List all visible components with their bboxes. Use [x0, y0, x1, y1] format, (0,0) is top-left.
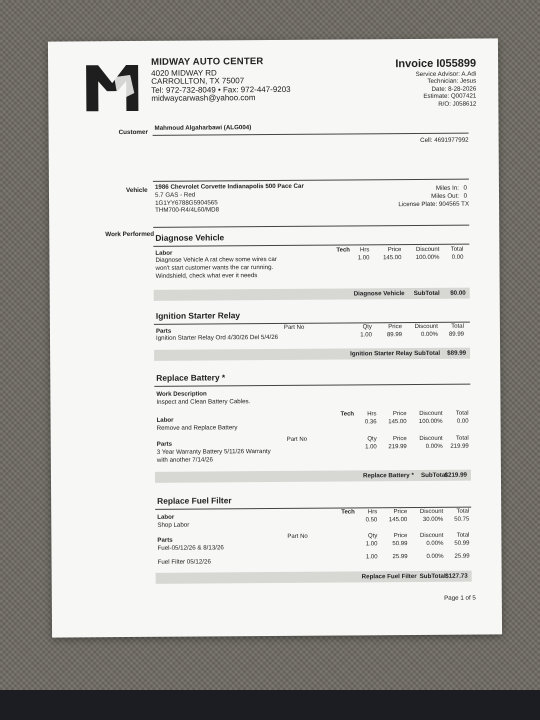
relay-discount-header: Discount	[414, 323, 438, 331]
fuel-labor-total: 50.75	[454, 516, 470, 523]
relay-price: 89.99	[386, 332, 403, 339]
battery-subtotal-word: SubTotal	[420, 471, 448, 479]
battery-labor-total: 0.00	[456, 418, 469, 425]
battery-subtotal-label: Replace Battery *	[362, 472, 414, 480]
relay-qty: 1.00	[360, 332, 373, 339]
shop-city: CARROLLTON, TX 75007	[151, 76, 245, 87]
fuel-price-header: Price	[393, 509, 408, 516]
battery-partno-header: Part No	[286, 436, 308, 443]
fuel-subtotal-label: Replace Fuel Filter	[361, 573, 417, 581]
fuel-part2-discount: 0.00%	[426, 553, 444, 560]
battery-subtotal-bar	[155, 470, 471, 483]
fuel-labor-price: 145.00	[388, 517, 408, 524]
fuel-parts-header: Parts	[157, 536, 173, 544]
fuel-labor-desc: Shop Labor	[157, 521, 190, 529]
fuel-part2-price: 25.99	[392, 554, 408, 561]
miles-out-value: 0	[463, 192, 468, 200]
fuel-part1-total: 50.99	[454, 540, 470, 547]
customer-divider	[153, 133, 469, 136]
relay-parts-header: Parts	[155, 327, 172, 335]
hrs-header: Hrs	[360, 247, 370, 254]
price-header: Price	[387, 247, 402, 254]
vehicle-trans: THM700-R4/4L60/MD8	[155, 206, 220, 215]
battery-labor-discount: 100.00%	[418, 418, 443, 425]
fuel-price2-header: Price	[393, 533, 408, 540]
fuel-discount-header: Discount	[419, 508, 444, 515]
diagnose-subtotal-bar	[154, 288, 470, 301]
midway-logo	[84, 63, 140, 113]
tech-header: Tech	[336, 247, 350, 254]
diagnose-discount: 100.00%	[415, 254, 440, 262]
vehicle-label: Vehicle	[125, 186, 148, 195]
battery-part-line1: 3 Year Warranty Battery 5/11/26 Warranty	[156, 448, 271, 456]
relay-total-header: Total	[451, 323, 464, 330]
diagnose-subtotal-word: SubTotal	[413, 289, 440, 298]
fuel-part1-price: 50.99	[392, 541, 408, 548]
license-plate: License Plate: 904565 TX	[398, 200, 470, 209]
fuel-part1-qty: 1.00	[365, 541, 378, 548]
fuel-part1-discount: 0.00%	[426, 540, 444, 547]
battery-part-line2: with another 7/14/26	[156, 456, 213, 464]
relay-part: Ignition Starter Relay Ord 4/30/26 Del 5/4/26	[155, 333, 279, 342]
invoice-paper	[48, 38, 502, 637]
battery-price-header: Price	[392, 411, 407, 418]
battery-labor-hrs: 0.36	[364, 419, 377, 426]
ro-number: R/O: J058612	[438, 100, 477, 108]
page-number: Page 1 of 5	[444, 594, 476, 602]
work-divider	[153, 225, 469, 228]
relay-subtotal-bar	[154, 348, 470, 361]
fuel-tech-header: Tech	[341, 509, 355, 516]
battery-qty: 1.00	[365, 444, 377, 451]
fuel-hrs-header: Hrs	[367, 509, 378, 516]
invoice-number: Invoice I055899	[395, 57, 477, 71]
fuel-labor-hrs: 0.50	[365, 517, 378, 524]
fuel-total-header: Total	[456, 508, 470, 515]
battery-subtotal-value: $219.99	[444, 471, 467, 479]
miles-out-label: Miles Out:	[431, 192, 460, 200]
diagnose-hrs: 1.00	[357, 255, 370, 262]
fuel-total2-header: Total	[456, 532, 470, 539]
shop-email: midwaycarwash@yahoo.com	[151, 93, 256, 104]
shop-info	[151, 58, 291, 104]
diagnose-total: 0.00	[451, 254, 464, 261]
shop-phone: Tel: 972-732-8049 • Fax: 972-447-9203	[151, 84, 291, 95]
background-dark-strip	[0, 690, 540, 720]
battery-hrs-header: Hrs	[367, 411, 377, 418]
invoice-meta	[395, 57, 477, 109]
fuel-labor-discount: 30.00%	[422, 516, 444, 523]
battery-labor-header: Labor	[156, 416, 174, 424]
diagnose-desc-line3: Windshield, check what ever it needs	[155, 271, 258, 280]
job-relay-title: Ignition Starter Relay	[155, 310, 241, 321]
work-performed-label: Work Performed	[105, 230, 155, 239]
job-fuel-title: Replace Fuel Filter	[157, 495, 232, 506]
estimate-number: Estimate: Q007421	[423, 92, 477, 101]
battery-price2-header: Price	[393, 436, 407, 443]
diagnose-price: 145.00	[383, 255, 402, 262]
total-header: Total	[450, 246, 464, 253]
service-advisor: Service Advisor: A.Adi	[415, 70, 477, 78]
invoice-date: Date: 8-28-2026	[431, 85, 477, 93]
diagnose-subtotal-value: $0.00	[450, 289, 466, 297]
customer-name: Mahmoud Algaharbawi (ALG004)	[154, 124, 252, 132]
battery-discount: 0.00%	[425, 443, 443, 450]
relay-subtotal-value: $89.99	[447, 349, 467, 357]
fuel-part2-total: 25.99	[454, 553, 470, 560]
battery-parts-header: Parts	[156, 440, 173, 448]
relay-partno-header: Part No	[283, 324, 305, 331]
fuel-partno-header: Part No	[287, 533, 308, 540]
shop-address: 4020 MIDWAY RD	[151, 67, 217, 78]
battery-discount2-header: Discount	[419, 435, 443, 442]
fuel-discount2-header: Discount	[420, 532, 444, 539]
battery-total2-header: Total	[455, 435, 469, 442]
diagnose-subtotal-label: Diagnose Vehicle	[353, 290, 405, 298]
vehicle-vin: 1G1YY6788G5904565	[155, 198, 218, 207]
battery-part	[157, 448, 271, 464]
relay-subtotal-word: SubTotal	[414, 349, 441, 358]
shop-name: MIDWAY AUTO CENTER	[151, 56, 264, 68]
relay-qty-header: Qty	[362, 324, 372, 331]
fuel-part2-qty: 1.00	[365, 554, 378, 561]
technician: Technician: Jesus	[427, 77, 477, 86]
job-diagnose-title: Diagnose Vehicle	[155, 232, 225, 243]
fuel-subtotal-bar	[156, 571, 472, 584]
diagnose-desc-line2: won't start customer wants the car running.	[155, 263, 274, 272]
battery-labor-price: 145.00	[388, 419, 407, 426]
battery-total: 219.99	[450, 443, 469, 450]
vehicle-engine: 5.7 GAS - Red	[154, 191, 196, 199]
relay-total: 89.99	[448, 331, 465, 338]
job-battery-title: Replace Battery *	[156, 372, 226, 383]
vehicle-name: 1986 Chevrolet Corvette Indianapolis 500 Pace Car	[154, 182, 304, 191]
relay-discount: 0.00%	[420, 331, 439, 338]
fuel-subtotal-value: $127.73	[445, 572, 468, 580]
fuel-part2: Fuel Filter 05/12/26	[157, 558, 211, 566]
job-battery-rule	[154, 384, 470, 387]
battery-discount-header: Discount	[419, 410, 443, 417]
miles-in-value: 0	[463, 184, 467, 192]
diagnose-description	[155, 256, 277, 280]
battery-wd-label: Work Description	[156, 390, 207, 398]
miles-in-label: Miles In:	[435, 184, 459, 192]
customer-label: Customer	[118, 128, 148, 137]
fuel-labor-header: Labor	[157, 513, 175, 521]
vehicle-divider	[153, 179, 469, 182]
battery-labor-desc: Remove and Replace Battery	[156, 424, 238, 432]
relay-subtotal-label: Ignition Starter Relay	[350, 350, 413, 358]
relay-price-header: Price	[388, 324, 402, 331]
battery-price: 219.99	[388, 444, 407, 451]
fuel-subtotal-word: SubTotal	[419, 572, 446, 580]
discount-header: Discount	[416, 246, 440, 254]
battery-qty-header: Qty	[367, 436, 377, 443]
battery-wd: Inspect and Clean Battery Cables.	[156, 398, 251, 406]
fuel-qty-header: Qty	[368, 533, 378, 540]
diagnose-desc-line1: Diagnose Vehicle A rat chew some wires car	[155, 255, 277, 264]
vehicle-details	[155, 183, 304, 215]
battery-total-header: Total	[455, 410, 469, 417]
battery-tech-header: Tech	[340, 411, 355, 418]
fuel-part1: Fuel-05/12/26 & 8/13/26	[157, 544, 224, 552]
customer-cell: Cell: 4691977992	[420, 136, 469, 144]
labor-header: Labor	[155, 249, 173, 257]
